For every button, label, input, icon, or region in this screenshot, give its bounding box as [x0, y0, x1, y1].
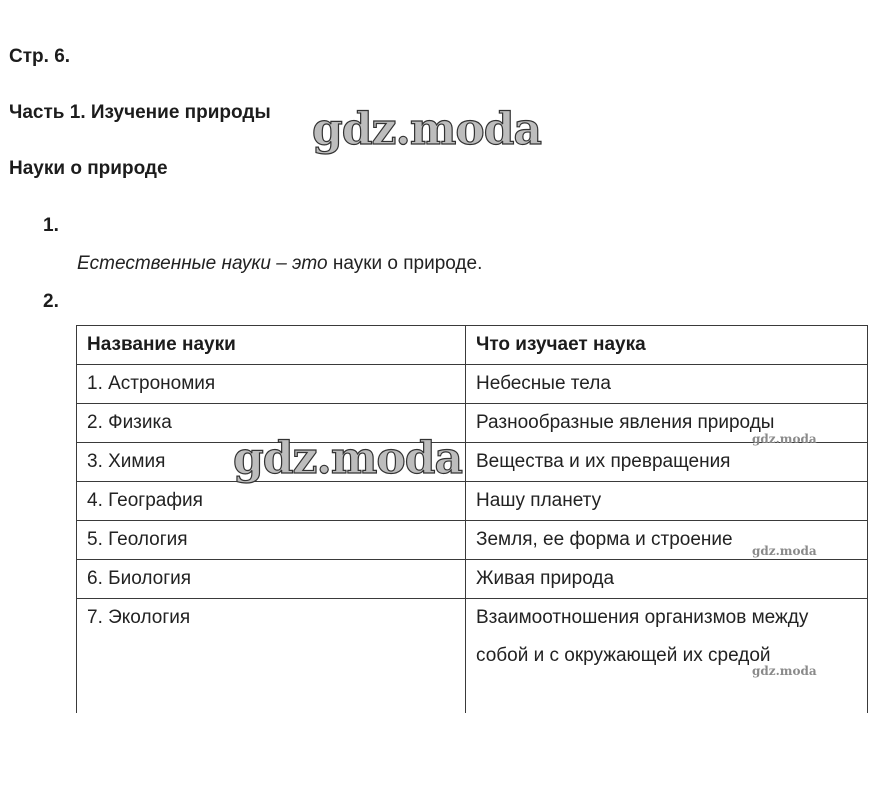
- science-subject: Живая природа: [466, 560, 868, 599]
- science-name: 4. География: [77, 482, 466, 521]
- watermark-small: gdz.moda: [752, 544, 817, 558]
- table-row: [77, 521, 868, 560]
- table-row: [77, 560, 868, 599]
- watermark-large: gdz.moda: [233, 433, 463, 484]
- science-name: 7. Экология: [77, 599, 466, 714]
- header-science-name: Название науки: [77, 326, 466, 365]
- science-subject: Небесные тела: [466, 365, 868, 404]
- table-row: [77, 443, 868, 482]
- table-row: [77, 365, 868, 404]
- part-title: Часть 1. Изучение природы: [9, 102, 271, 123]
- table-row: [77, 482, 868, 521]
- section-title: Науки о природе: [9, 158, 168, 179]
- task-number-1: 1.: [43, 215, 59, 236]
- table-header-row: [77, 326, 868, 365]
- page-number: Стр. 6.: [9, 46, 71, 67]
- definition-rest: науки о природе.: [327, 253, 483, 274]
- table-row: [77, 404, 868, 443]
- task-number-2: 2.: [43, 291, 59, 312]
- science-subject: Вещества и их превращения: [466, 443, 868, 482]
- science-subject: Взаимоотношения организмов между собой и с окружающей их средой: [466, 599, 868, 714]
- task1-answer: [77, 253, 482, 275]
- science-name: 3. Химия: [77, 443, 466, 482]
- table-row: [77, 599, 868, 714]
- science-subject: Разнообразные явления природы: [466, 404, 868, 443]
- definition-term: Естественные науки – это: [77, 253, 328, 274]
- watermark-small: gdz.moda: [752, 432, 817, 446]
- science-name: 5. Геология: [77, 521, 466, 560]
- sciences-table: [76, 325, 868, 713]
- science-name: 6. Биология: [77, 560, 466, 599]
- watermark-small: gdz.moda: [752, 664, 817, 678]
- watermark-large: gdz.moda: [312, 104, 542, 155]
- header-science-subject: Что изучает наука: [466, 326, 868, 365]
- science-subject: Нашу планету: [466, 482, 868, 521]
- science-name: 1. Астрономия: [77, 365, 466, 404]
- science-subject: Земля, ее форма и строение: [466, 521, 868, 560]
- science-name: 2. Физика: [77, 404, 466, 443]
